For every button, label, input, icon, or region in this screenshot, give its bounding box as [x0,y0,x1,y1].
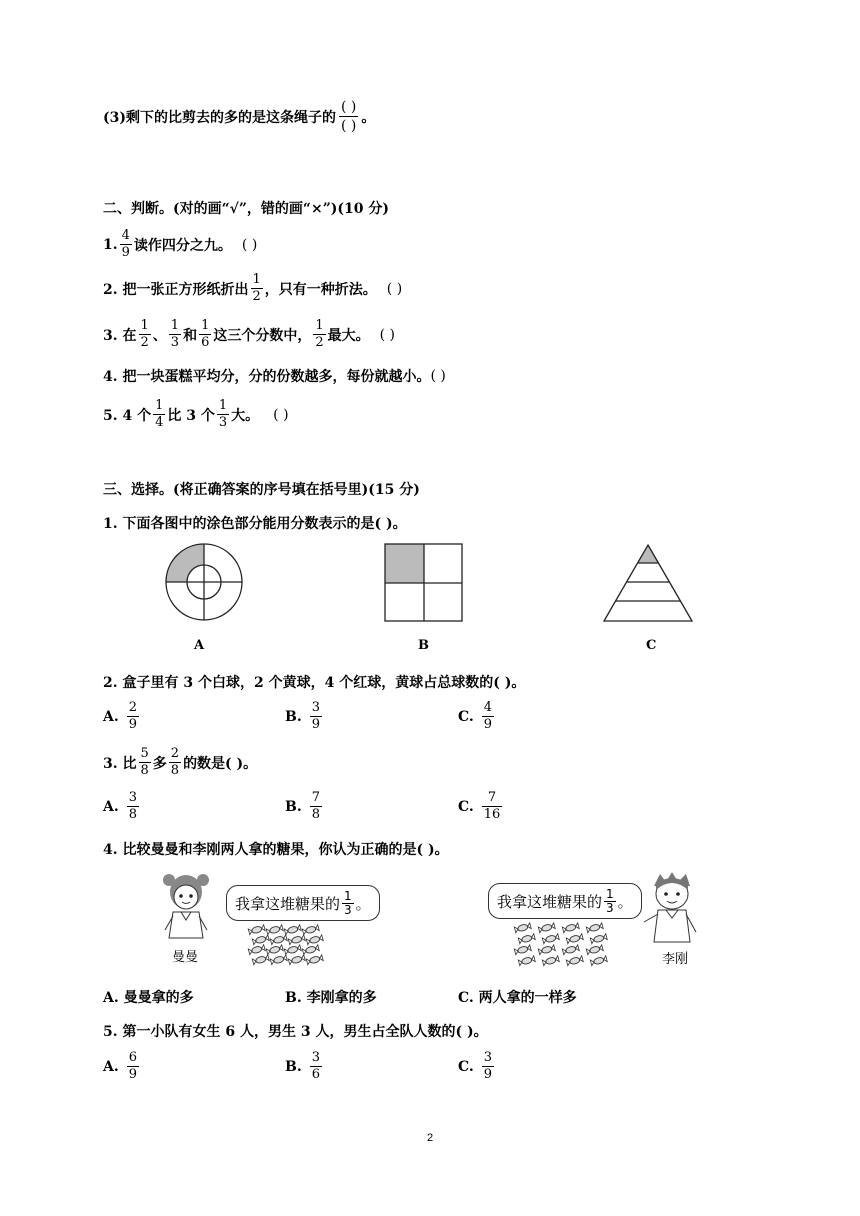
option-a[interactable]: A. $\frac{2}{9}$ [103,700,138,732]
girl-name: 曼曼 [172,950,199,965]
candy-icon [562,945,579,955]
option-c[interactable]: C. 两人拿的一样多 [458,990,577,1006]
answer-blank[interactable]: ( ) [430,368,446,384]
figure-label-a: A [194,638,205,653]
judge-item-4: 4. 把一块蛋糕平均分，分的份数越多，每份就越小。 ( ) [103,368,446,385]
candy-icon [518,956,535,966]
candy-icon [270,935,287,945]
candy-icon [590,956,607,966]
question-text: (3)剩下的比剪去的多的是这条绳子的 [103,109,336,126]
option-b[interactable]: B. $\frac{3}{9}$ [285,700,320,732]
figure-b-square [384,543,464,623]
option-a[interactable]: A. 曼曼拿的多 [103,990,194,1006]
option-c[interactable]: C. $\frac{3}{9}$ [458,1050,493,1082]
section-2-title: 二、判断。(对的画“√”，错的画“×”)(10 分) [103,201,389,217]
candy-icon [514,923,531,933]
boy-name: 李刚 [662,952,689,967]
candy-icon [538,945,555,955]
candy-icon [284,925,301,935]
candy-icon [302,945,319,955]
judge-item-5: 5. 4 个 $\frac{1}{4}$ 比 3 个 $\frac{1}{3}$ 大。 ( ) [103,398,289,430]
figure-a-ring [164,542,244,622]
fraction: $\frac{1}{2}$ [315,318,324,350]
choice-q4-text: 4. 比较曼曼和李刚两人拿的糖果，你认为正确的是( )。 [103,842,449,858]
candy-icon [518,934,535,944]
candy-icon [266,945,283,955]
candy-icon [248,945,265,955]
candy-icon [538,923,555,933]
answer-blank[interactable]: ( ) [386,280,403,297]
candy-icon [284,945,301,955]
candy-icon [288,955,305,965]
answer-blank[interactable]: ( ) [379,326,395,343]
option-b[interactable]: B. 李刚拿的多 [285,990,377,1006]
candy-icon [270,955,287,965]
candy-icon [252,955,269,965]
fraction: $\frac{1}{2}$ [140,318,149,350]
girl-illustration [155,870,217,942]
fraction: $\frac{4}{9}$ [121,228,130,260]
choice-q3-text: 3. 比 $\frac{5}{8}$ 多 $\frac{2}{8}$ 的数是( )。 [103,746,258,778]
choice-q5-text: 5. 第一小队有女生 6 人，男生 3 人，男生占全队人数的( )。 [103,1024,488,1040]
figure-label-b: B [418,638,429,653]
candy-icon [562,923,579,933]
candy-icon [266,925,283,935]
choice-q2-text: 2. 盒子里有 3 个白球，2 个黄球，4 个红球，黄球占总球数的( )。 [103,675,526,691]
figure-label-c: C [646,638,657,653]
page-number: 2 [427,1132,434,1144]
blank-fraction[interactable]: $\frac{( )}{( )}$ [341,99,357,134]
judge-item-1: 1. $\frac{4}{9}$ 读作四分之九。 ( ) [103,228,258,260]
figure-c-triangle [602,543,694,623]
candy-icon [586,945,603,955]
candy-icon [542,956,559,966]
candy-icon [306,935,323,945]
candy-icon [248,925,265,935]
answer-blank[interactable]: ( ) [241,236,258,253]
fraction: $\frac{1}{2}$ [252,272,261,304]
option-a[interactable]: A. $\frac{3}{8}$ [103,790,138,822]
candy-icon [586,923,603,933]
judge-item-3: 3. 在 $\frac{1}{2}$ 、 $\frac{1}{3}$ 和 $\frac{1}{6}$ 这三个分数中， $\frac{1}{2}$ 最大。 ( ) [103,318,395,350]
choice-q1-text: 1. 下面各图中的涂色部分能用分数表示的是( )。 [103,516,407,532]
option-c[interactable]: C. $\frac{4}{9}$ [458,700,493,732]
fraction: $\frac{1}{3}$ [170,318,180,350]
candy-icon [302,925,319,935]
candy-icon [542,934,559,944]
fraction: $\frac{1}{3}$ [218,398,228,430]
fraction: $\frac{1}{6}$ [201,318,210,350]
question-3-sub: (3)剩下的比剪去的多的是这条绳子的 $\frac{( )}{( )}$ 。 [103,99,376,134]
candy-pile-left [244,924,324,970]
option-b[interactable]: B. $\frac{3}{6}$ [285,1050,320,1082]
option-b[interactable]: B. $\frac{7}{8}$ [285,790,320,822]
girl-speech-bubble: 我拿这堆糖果的 $\frac{1}{3}$ 。 [226,885,380,921]
candy-icon [252,935,269,945]
candy-icon [566,956,583,966]
boy-speech-bubble: 我拿这堆糖果的 $\frac{1}{3}$ 。 [488,883,642,919]
candy-icon [590,934,607,944]
option-a[interactable]: A. $\frac{6}{9}$ [103,1050,138,1082]
candy-icon [566,934,583,944]
boy-illustration [640,870,706,946]
fraction: $\frac{1}{4}$ [155,398,164,430]
answer-blank[interactable]: ( ) [273,406,289,423]
option-c[interactable]: C. $\frac{7}{16}$ [458,790,501,822]
section-3-title: 三、选择。(将正确答案的序号填在括号里)(15 分) [103,482,420,498]
candy-pile-right [510,922,614,970]
judge-item-2: 2. 把一张正方形纸折出 $\frac{1}{2}$ ，只有一种折法。 ( ) [103,272,403,304]
candy-icon [306,955,323,965]
candy-icon [514,945,531,955]
candy-icon [288,935,305,945]
